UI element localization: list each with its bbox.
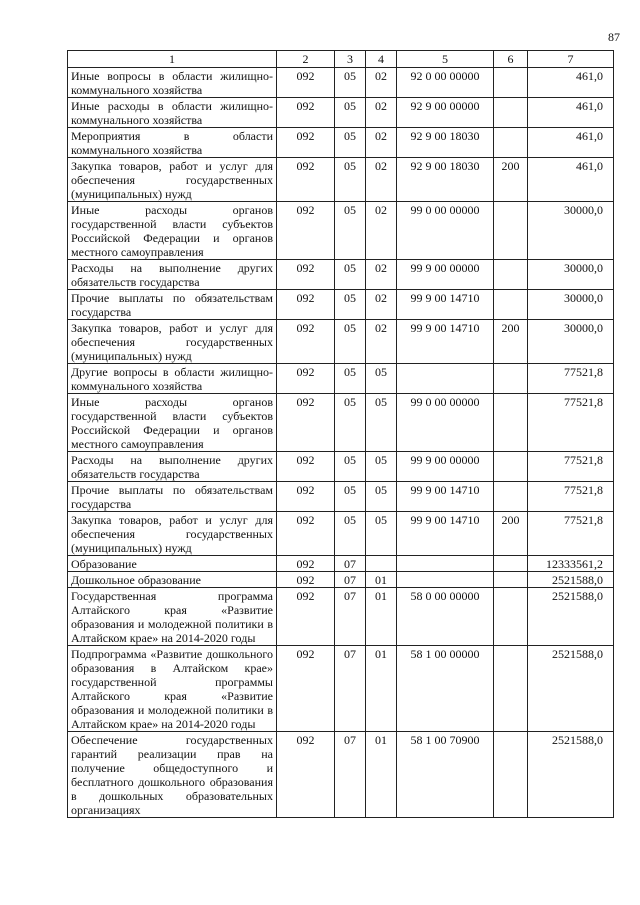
amount-cell: 461,0 <box>528 128 614 158</box>
row-name-cell: Прочие выплаты по обязательствам государства <box>68 290 277 320</box>
amount-cell: 2521588,0 <box>528 732 614 818</box>
expense-type-cell <box>494 646 528 732</box>
amount-cell: 77521,8 <box>528 482 614 512</box>
table-row <box>68 98 614 128</box>
subsection-cell: 01 <box>366 732 397 818</box>
expense-type-cell: 200 <box>494 158 528 202</box>
table-row <box>68 394 614 452</box>
table-row <box>68 68 614 98</box>
table-row <box>68 482 614 512</box>
table-row <box>68 320 614 364</box>
admin-code-cell: 092 <box>277 98 335 128</box>
expense-type-cell <box>494 394 528 452</box>
table-row <box>68 556 614 572</box>
section-cell: 05 <box>335 128 366 158</box>
section-cell: 05 <box>335 260 366 290</box>
row-name-cell: Обеспечение государственных гарантий реализации прав на получение общедоступного и бесплатного дошкольного образования в дошкольных образовательных организациях <box>68 732 277 818</box>
row-name-cell: Дошкольное образование <box>68 572 277 588</box>
admin-code-cell: 092 <box>277 260 335 290</box>
expense-type-cell <box>494 588 528 646</box>
expense-type-cell <box>494 98 528 128</box>
section-cell: 05 <box>335 452 366 482</box>
section-cell: 05 <box>335 68 366 98</box>
expense-type-cell: 200 <box>494 512 528 556</box>
table-row <box>68 646 614 732</box>
target-article-cell: 92 0 00 00000 <box>397 68 494 98</box>
expense-type-cell <box>494 572 528 588</box>
admin-code-cell: 092 <box>277 128 335 158</box>
header-cell: 4 <box>366 51 397 68</box>
subsection-cell <box>366 556 397 572</box>
expense-type-cell <box>494 128 528 158</box>
expense-type-cell <box>494 452 528 482</box>
section-cell: 05 <box>335 202 366 260</box>
table-row <box>68 128 614 158</box>
admin-code-cell: 092 <box>277 512 335 556</box>
amount-cell: 461,0 <box>528 98 614 128</box>
section-cell: 05 <box>335 394 366 452</box>
admin-code-cell: 092 <box>277 394 335 452</box>
section-cell: 05 <box>335 320 366 364</box>
row-name-cell: Расходы на выполнение других обязательств государства <box>68 452 277 482</box>
subsection-cell: 01 <box>366 646 397 732</box>
expense-type-cell <box>494 290 528 320</box>
header-cell: 7 <box>528 51 614 68</box>
row-name-cell: Государственная программа Алтайского края «Развитие образования и молодежной политики в Алтайском крае» на 2014-2020 годы <box>68 588 277 646</box>
row-name-cell: Прочие выплаты по обязательствам государства <box>68 482 277 512</box>
row-name-cell: Закупка товаров, работ и услуг для обеспечения государственных (муниципальных) нужд <box>68 512 277 556</box>
target-article-cell: 92 9 00 18030 <box>397 158 494 202</box>
amount-cell: 461,0 <box>528 158 614 202</box>
target-article-cell: 58 0 00 00000 <box>397 588 494 646</box>
target-article-cell: 99 0 00 00000 <box>397 202 494 260</box>
table-row <box>68 732 614 818</box>
amount-cell: 30000,0 <box>528 202 614 260</box>
target-article-cell: 99 9 00 00000 <box>397 452 494 482</box>
amount-cell: 77521,8 <box>528 394 614 452</box>
section-cell: 05 <box>335 290 366 320</box>
subsection-cell: 02 <box>366 290 397 320</box>
subsection-cell: 01 <box>366 572 397 588</box>
header-cell: 3 <box>335 51 366 68</box>
section-cell: 05 <box>335 482 366 512</box>
target-article-cell: 99 9 00 14710 <box>397 290 494 320</box>
expense-type-cell <box>494 364 528 394</box>
target-article-cell <box>397 364 494 394</box>
amount-cell: 2521588,0 <box>528 588 614 646</box>
subsection-cell: 05 <box>366 512 397 556</box>
row-name-cell: Иные расходы в области жилищно-коммунального хозяйства <box>68 98 277 128</box>
admin-code-cell: 092 <box>277 588 335 646</box>
section-cell: 07 <box>335 646 366 732</box>
table-row <box>68 452 614 482</box>
target-article-cell <box>397 556 494 572</box>
target-article-cell: 58 1 00 70900 <box>397 732 494 818</box>
admin-code-cell: 092 <box>277 290 335 320</box>
section-cell: 07 <box>335 588 366 646</box>
section-cell: 07 <box>335 572 366 588</box>
target-article-cell: 99 0 00 00000 <box>397 394 494 452</box>
page-number: 87 <box>608 30 620 44</box>
table-row <box>68 588 614 646</box>
header-row <box>68 51 614 68</box>
admin-code-cell: 092 <box>277 202 335 260</box>
subsection-cell: 05 <box>366 452 397 482</box>
target-article-cell: 99 9 00 14710 <box>397 512 494 556</box>
expense-type-cell: 200 <box>494 320 528 364</box>
target-article-cell: 99 9 00 00000 <box>397 260 494 290</box>
subsection-cell: 02 <box>366 260 397 290</box>
row-name-cell: Закупка товаров, работ и услуг для обеспечения государственных (муниципальных) нужд <box>68 158 277 202</box>
target-article-cell: 92 9 00 00000 <box>397 98 494 128</box>
subsection-cell: 02 <box>366 68 397 98</box>
expense-type-cell <box>494 732 528 818</box>
amount-cell: 30000,0 <box>528 290 614 320</box>
admin-code-cell: 092 <box>277 452 335 482</box>
subsection-cell: 02 <box>366 320 397 364</box>
subsection-cell: 01 <box>366 588 397 646</box>
expense-type-cell <box>494 556 528 572</box>
expense-type-cell <box>494 482 528 512</box>
subsection-cell: 02 <box>366 202 397 260</box>
row-name-cell: Другие вопросы в области жилищно-коммунального хозяйства <box>68 364 277 394</box>
admin-code-cell: 092 <box>277 320 335 364</box>
amount-cell: 2521588,0 <box>528 646 614 732</box>
header-cell: 2 <box>277 51 335 68</box>
amount-cell: 77521,8 <box>528 364 614 394</box>
header-cell: 6 <box>494 51 528 68</box>
section-cell: 05 <box>335 98 366 128</box>
table-row <box>68 364 614 394</box>
section-cell: 05 <box>335 512 366 556</box>
row-name-cell: Мероприятия в области коммунального хозяйства <box>68 128 277 158</box>
admin-code-cell: 092 <box>277 364 335 394</box>
table-row <box>68 572 614 588</box>
admin-code-cell: 092 <box>277 482 335 512</box>
expense-type-cell <box>494 68 528 98</box>
amount-cell: 77521,8 <box>528 512 614 556</box>
target-article-cell: 99 9 00 14710 <box>397 482 494 512</box>
row-name-cell: Образование <box>68 556 277 572</box>
subsection-cell: 05 <box>366 482 397 512</box>
admin-code-cell: 092 <box>277 556 335 572</box>
subsection-cell: 05 <box>366 364 397 394</box>
subsection-cell: 02 <box>366 98 397 128</box>
amount-cell: 30000,0 <box>528 260 614 290</box>
admin-code-cell: 092 <box>277 646 335 732</box>
amount-cell: 12333561,2 <box>528 556 614 572</box>
admin-code-cell: 092 <box>277 68 335 98</box>
row-name-cell: Иные расходы органов государственной власти субъектов Российской Федерации и органов местного самоуправления <box>68 202 277 260</box>
header-cell: 5 <box>397 51 494 68</box>
row-name-cell: Закупка товаров, работ и услуг для обеспечения государственных (муниципальных) нужд <box>68 320 277 364</box>
row-name-cell: Иные вопросы в области жилищно-коммунального хозяйства <box>68 68 277 98</box>
subsection-cell: 05 <box>366 394 397 452</box>
target-article-cell: 58 1 00 00000 <box>397 646 494 732</box>
section-cell: 07 <box>335 556 366 572</box>
table-body <box>68 68 614 818</box>
target-article-cell <box>397 572 494 588</box>
subsection-cell: 02 <box>366 128 397 158</box>
row-name-cell: Расходы на выполнение других обязательств государства <box>68 260 277 290</box>
admin-code-cell: 092 <box>277 158 335 202</box>
section-cell: 05 <box>335 158 366 202</box>
section-cell: 07 <box>335 732 366 818</box>
section-cell: 05 <box>335 364 366 394</box>
admin-code-cell: 092 <box>277 572 335 588</box>
table-row <box>68 202 614 260</box>
expense-type-cell <box>494 202 528 260</box>
amount-cell: 2521588,0 <box>528 572 614 588</box>
target-article-cell: 99 9 00 14710 <box>397 320 494 364</box>
admin-code-cell: 092 <box>277 732 335 818</box>
subsection-cell: 02 <box>366 158 397 202</box>
amount-cell: 30000,0 <box>528 320 614 364</box>
table-row <box>68 260 614 290</box>
target-article-cell: 92 9 00 18030 <box>397 128 494 158</box>
table-row <box>68 290 614 320</box>
amount-cell: 461,0 <box>528 68 614 98</box>
header-cell: 1 <box>68 51 277 68</box>
table-row <box>68 512 614 556</box>
row-name-cell: Иные расходы органов государственной власти субъектов Российской Федерации и органов местного самоуправления <box>68 394 277 452</box>
table-row <box>68 158 614 202</box>
amount-cell: 77521,8 <box>528 452 614 482</box>
budget-table <box>67 50 614 818</box>
row-name-cell: Подпрограмма «Развитие дошкольного образования в Алтайском крае» государственной программы Алтайского края «Развитие образования и молодежной политики в Алтайском крае» на 2014-2020 годы <box>68 646 277 732</box>
expense-type-cell <box>494 260 528 290</box>
